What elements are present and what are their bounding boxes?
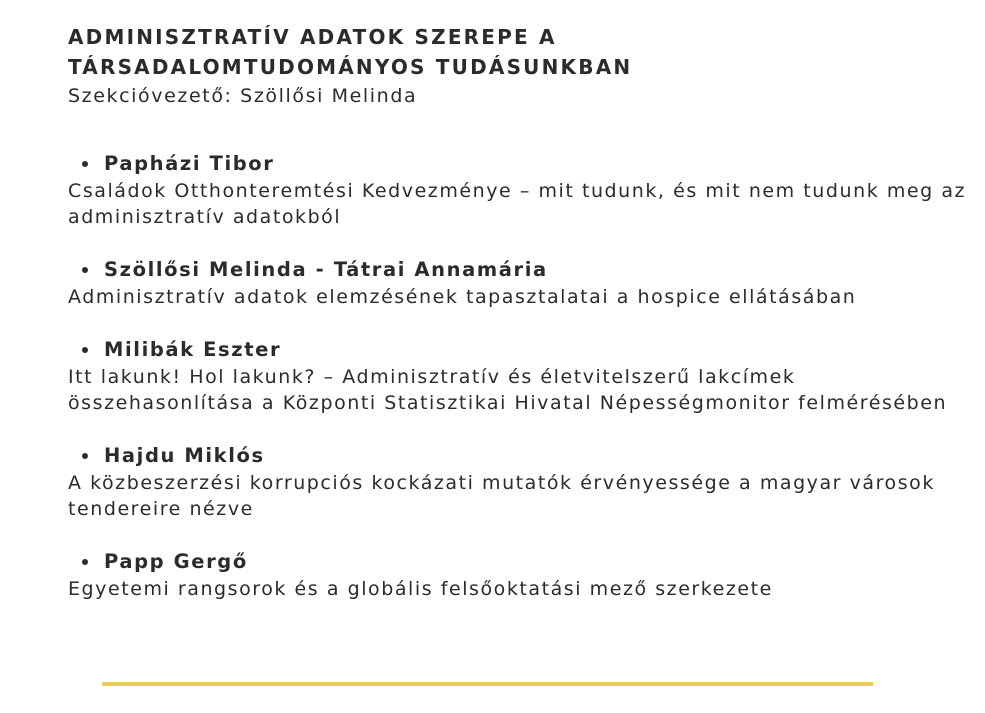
bullet-icon xyxy=(82,347,88,353)
section-title xyxy=(68,22,968,82)
talk-speaker xyxy=(82,336,968,364)
list-item xyxy=(68,256,968,310)
list-item xyxy=(68,548,968,602)
speaker-name: Milibák Eszter xyxy=(104,338,282,361)
section-title-line-1: ADMINISZTRATÍV ADATOK SZEREPE A xyxy=(68,25,557,49)
bullet-icon xyxy=(82,559,88,565)
talk-speaker xyxy=(82,442,968,470)
talk-speaker xyxy=(82,548,968,576)
bullet-icon xyxy=(82,161,88,167)
list-item xyxy=(68,442,968,522)
talk-title: A közbeszerzési korrupciós kockázati mutatók érvényessége a magyar városok tendereire nézve xyxy=(68,472,935,520)
speaker-name: Papp Gergő xyxy=(104,550,248,573)
talk-speaker xyxy=(82,256,968,284)
talk-speaker xyxy=(82,150,968,178)
divider-line xyxy=(102,682,873,686)
list-item xyxy=(68,150,968,230)
bullet-icon xyxy=(82,453,88,459)
list-item xyxy=(68,336,968,416)
talk-title: Adminisztratív adatok elemzésének tapasztalatai a hospice ellátásában xyxy=(68,286,857,308)
speaker-name: Papházi Tibor xyxy=(104,152,275,175)
talk-title: Egyetemi rangsorok és a globális felsőoktatási mező szerkezete xyxy=(68,578,773,600)
talk-list xyxy=(68,150,968,628)
talk-title: Itt lakunk! Hol lakunk? – Adminisztratív és életvitelszerű lakcímek összehasonlítása a Központi Statisztikai Hivatal Népességmonitor felmérésében xyxy=(68,366,948,414)
section-header xyxy=(68,22,968,110)
speaker-name: Szöllősi Melinda - Tátrai Annamária xyxy=(104,258,548,281)
section-title-line-2: TÁRSADALOMTUDOMÁNYOS TUDÁSUNKBAN xyxy=(68,55,633,79)
speaker-name: Hajdu Miklós xyxy=(104,444,265,467)
section-leader: Szekcióvezető: Szöllősi Melinda xyxy=(68,85,418,107)
bullet-icon xyxy=(82,267,88,273)
talk-title: Családok Otthonteremtési Kedvezménye – mit tudunk, és mit nem tudunk meg az adminisztratív adatokból xyxy=(68,180,967,228)
